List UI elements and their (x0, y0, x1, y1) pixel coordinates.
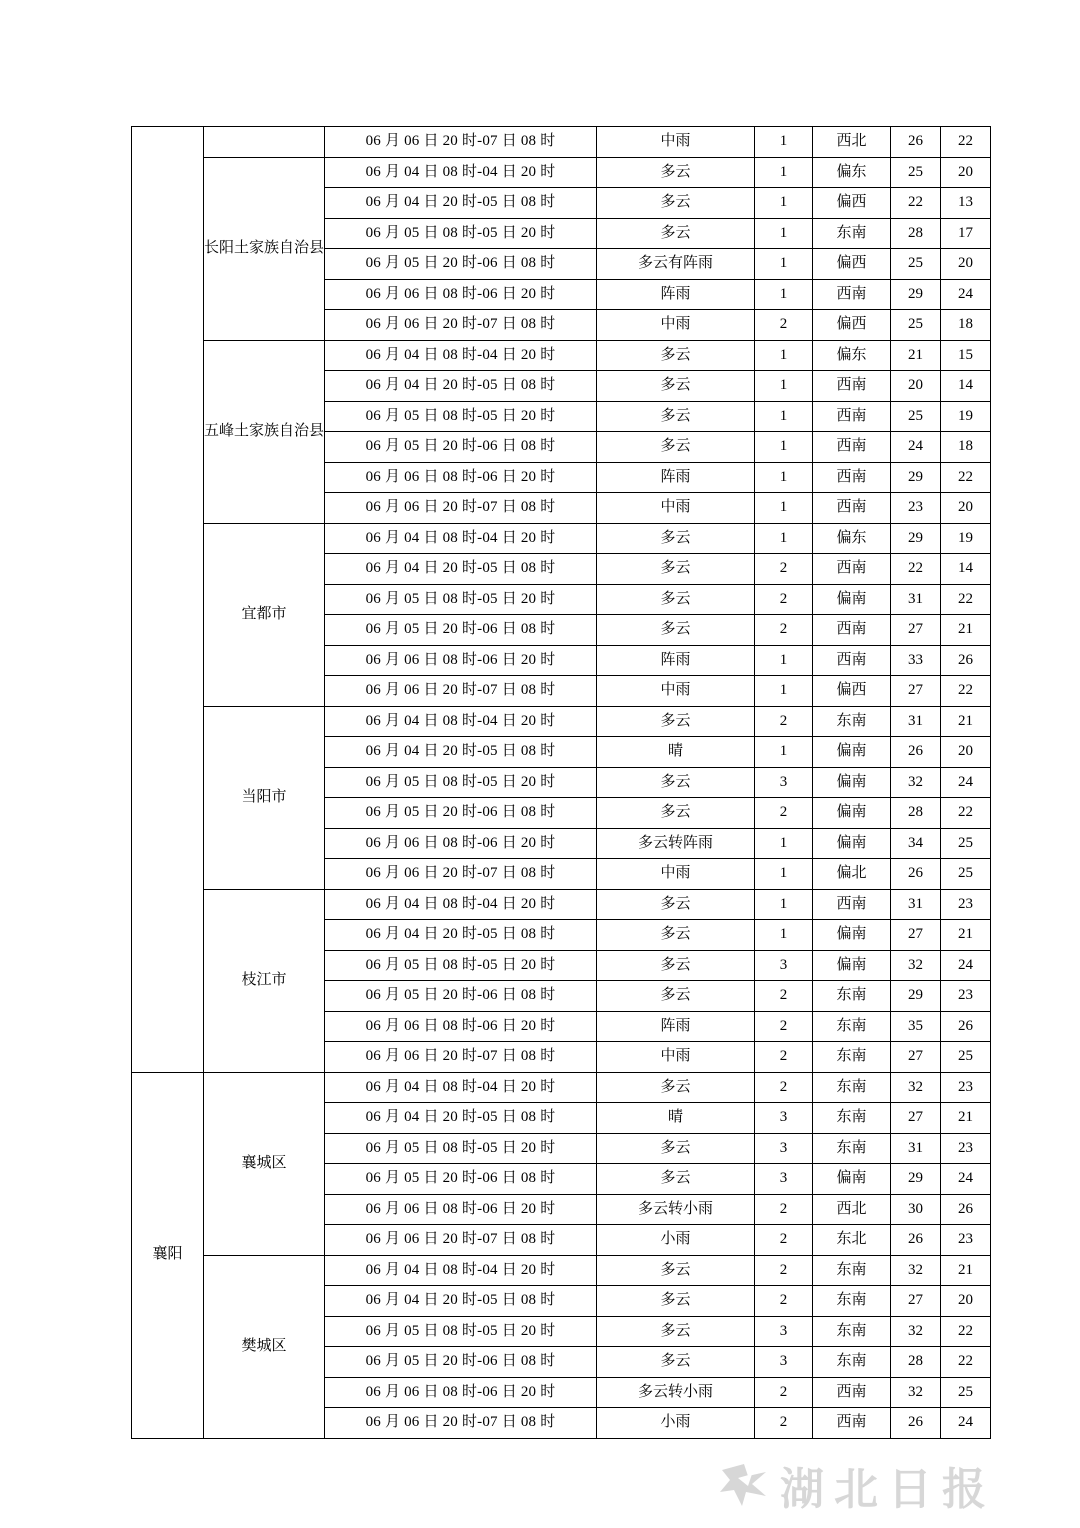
wind-force-cell: 1 (755, 737, 813, 768)
low-temp-cell: 23 (941, 889, 991, 920)
low-temp-cell: 17 (941, 218, 991, 249)
wind-force-cell: 1 (755, 249, 813, 280)
period-cell: 06 月 06 日 08 时-06 日 20 时 (325, 1194, 597, 1225)
wind-force-cell: 1 (755, 401, 813, 432)
wind-force-cell: 2 (755, 1225, 813, 1256)
low-temp-cell: 24 (941, 1408, 991, 1439)
low-temp-cell: 18 (941, 432, 991, 463)
wind-direction-cell: 偏西 (813, 249, 891, 280)
wind-force-cell: 1 (755, 920, 813, 951)
wind-direction-cell: 偏南 (813, 1164, 891, 1195)
wind-direction-cell: 偏北 (813, 859, 891, 890)
period-cell: 06 月 05 日 08 时-05 日 20 时 (325, 950, 597, 981)
county-cell: 五峰土家族自治县 (204, 340, 325, 523)
low-temp-cell: 23 (941, 1072, 991, 1103)
wind-direction-cell: 东南 (813, 1316, 891, 1347)
high-temp-cell: 33 (891, 645, 941, 676)
weather-cell: 多云 (597, 1072, 755, 1103)
wind-direction-cell: 东南 (813, 218, 891, 249)
low-temp-cell: 13 (941, 188, 991, 219)
weather-cell: 多云转小雨 (597, 1377, 755, 1408)
high-temp-cell: 31 (891, 1133, 941, 1164)
wind-direction-cell: 东南 (813, 1133, 891, 1164)
wind-direction-cell: 偏南 (813, 828, 891, 859)
weather-cell: 多云 (597, 950, 755, 981)
weather-cell: 晴 (597, 1103, 755, 1134)
period-cell: 06 月 05 日 08 时-05 日 20 时 (325, 218, 597, 249)
high-temp-cell: 32 (891, 1316, 941, 1347)
table-row (132, 340, 991, 371)
region-cell: 襄阳 (132, 1072, 204, 1438)
high-temp-cell: 26 (891, 737, 941, 768)
high-temp-cell: 31 (891, 889, 941, 920)
weather-cell: 多云 (597, 1347, 755, 1378)
period-cell: 06 月 04 日 20 时-05 日 08 时 (325, 1103, 597, 1134)
weather-cell: 多云 (597, 1164, 755, 1195)
wind-force-cell: 1 (755, 340, 813, 371)
high-temp-cell: 32 (891, 950, 941, 981)
period-cell: 06 月 05 日 20 时-06 日 08 时 (325, 1164, 597, 1195)
county-cell: 枝江市 (204, 889, 325, 1072)
table-row (132, 889, 991, 920)
weather-cell: 多云 (597, 432, 755, 463)
county-cell: 当阳市 (204, 706, 325, 889)
period-cell: 06 月 06 日 08 时-06 日 20 时 (325, 645, 597, 676)
high-temp-cell: 29 (891, 523, 941, 554)
high-temp-cell: 32 (891, 1072, 941, 1103)
high-temp-cell: 35 (891, 1011, 941, 1042)
weather-cell: 阵雨 (597, 1011, 755, 1042)
low-temp-cell: 21 (941, 920, 991, 951)
low-temp-cell: 21 (941, 706, 991, 737)
wind-force-cell: 2 (755, 1194, 813, 1225)
period-cell: 06 月 04 日 08 时-04 日 20 时 (325, 1072, 597, 1103)
high-temp-cell: 30 (891, 1194, 941, 1225)
wind-direction-cell: 西南 (813, 432, 891, 463)
period-cell: 06 月 04 日 20 时-05 日 08 时 (325, 1286, 597, 1317)
wind-force-cell: 1 (755, 127, 813, 158)
period-cell: 06 月 04 日 08 时-04 日 20 时 (325, 157, 597, 188)
wind-force-cell: 2 (755, 1011, 813, 1042)
low-temp-cell: 20 (941, 737, 991, 768)
low-temp-cell: 14 (941, 371, 991, 402)
wind-force-cell: 2 (755, 981, 813, 1012)
period-cell: 06 月 04 日 08 时-04 日 20 时 (325, 523, 597, 554)
wind-force-cell: 2 (755, 706, 813, 737)
watermark (718, 1455, 1058, 1515)
wind-force-cell: 3 (755, 950, 813, 981)
low-temp-cell: 22 (941, 462, 991, 493)
high-temp-cell: 29 (891, 1164, 941, 1195)
period-cell: 06 月 06 日 20 时-07 日 08 时 (325, 127, 597, 158)
low-temp-cell: 22 (941, 1347, 991, 1378)
low-temp-cell: 15 (941, 340, 991, 371)
wind-force-cell: 2 (755, 310, 813, 341)
wind-direction-cell: 东南 (813, 981, 891, 1012)
period-cell: 06 月 06 日 20 时-07 日 08 时 (325, 1042, 597, 1073)
low-temp-cell: 24 (941, 279, 991, 310)
high-temp-cell: 32 (891, 1255, 941, 1286)
weather-cell: 多云转小雨 (597, 1194, 755, 1225)
weather-cell: 多云 (597, 584, 755, 615)
period-cell: 06 月 06 日 20 时-07 日 08 时 (325, 1225, 597, 1256)
high-temp-cell: 25 (891, 157, 941, 188)
weather-cell: 多云有阵雨 (597, 249, 755, 280)
period-cell: 06 月 06 日 08 时-06 日 20 时 (325, 462, 597, 493)
high-temp-cell: 20 (891, 371, 941, 402)
high-temp-cell: 26 (891, 1225, 941, 1256)
wind-force-cell: 2 (755, 1286, 813, 1317)
low-temp-cell: 23 (941, 1133, 991, 1164)
wind-direction-cell: 偏南 (813, 737, 891, 768)
weather-cell: 中雨 (597, 676, 755, 707)
high-temp-cell: 27 (891, 676, 941, 707)
wind-force-cell: 1 (755, 218, 813, 249)
high-temp-cell: 22 (891, 554, 941, 585)
high-temp-cell: 32 (891, 767, 941, 798)
weather-cell: 阵雨 (597, 645, 755, 676)
county-cell: 襄城区 (204, 1072, 325, 1255)
bird-logo-icon (718, 1462, 770, 1508)
low-temp-cell: 25 (941, 1377, 991, 1408)
weather-cell: 中雨 (597, 310, 755, 341)
period-cell: 06 月 05 日 08 时-05 日 20 时 (325, 584, 597, 615)
wind-direction-cell: 西南 (813, 645, 891, 676)
period-cell: 06 月 05 日 08 时-05 日 20 时 (325, 401, 597, 432)
low-temp-cell: 21 (941, 1255, 991, 1286)
wind-force-cell: 1 (755, 462, 813, 493)
low-temp-cell: 20 (941, 157, 991, 188)
period-cell: 06 月 05 日 20 时-06 日 08 时 (325, 981, 597, 1012)
wind-direction-cell: 东南 (813, 1103, 891, 1134)
wind-direction-cell: 东北 (813, 1225, 891, 1256)
high-temp-cell: 29 (891, 462, 941, 493)
low-temp-cell: 26 (941, 1194, 991, 1225)
wind-direction-cell: 西北 (813, 127, 891, 158)
wind-force-cell: 1 (755, 279, 813, 310)
period-cell: 06 月 06 日 08 时-06 日 20 时 (325, 1377, 597, 1408)
high-temp-cell: 24 (891, 432, 941, 463)
wind-force-cell: 1 (755, 889, 813, 920)
weather-cell: 多云 (597, 188, 755, 219)
weather-cell: 小雨 (597, 1225, 755, 1256)
period-cell: 06 月 05 日 20 时-06 日 08 时 (325, 1347, 597, 1378)
wind-direction-cell: 偏东 (813, 523, 891, 554)
weather-cell: 多云 (597, 767, 755, 798)
watermark-text: 湖北日报 (780, 1465, 996, 1514)
wind-force-cell: 1 (755, 371, 813, 402)
wind-direction-cell: 西南 (813, 615, 891, 646)
weather-forecast-table (131, 126, 991, 1439)
low-temp-cell: 21 (941, 1103, 991, 1134)
wind-force-cell: 1 (755, 523, 813, 554)
high-temp-cell: 25 (891, 249, 941, 280)
period-cell: 06 月 06 日 08 时-06 日 20 时 (325, 828, 597, 859)
high-temp-cell: 21 (891, 340, 941, 371)
wind-force-cell: 2 (755, 1408, 813, 1439)
table-row (132, 1255, 991, 1286)
low-temp-cell: 24 (941, 950, 991, 981)
high-temp-cell: 29 (891, 279, 941, 310)
period-cell: 06 月 06 日 08 时-06 日 20 时 (325, 279, 597, 310)
period-cell: 06 月 06 日 20 时-07 日 08 时 (325, 676, 597, 707)
wind-force-cell: 2 (755, 615, 813, 646)
low-temp-cell: 25 (941, 859, 991, 890)
table-row (132, 523, 991, 554)
period-cell: 06 月 04 日 20 时-05 日 08 时 (325, 737, 597, 768)
wind-direction-cell: 西南 (813, 279, 891, 310)
high-temp-cell: 27 (891, 920, 941, 951)
period-cell: 06 月 05 日 20 时-06 日 08 时 (325, 615, 597, 646)
wind-force-cell: 3 (755, 767, 813, 798)
weather-cell: 中雨 (597, 493, 755, 524)
period-cell: 06 月 06 日 20 时-07 日 08 时 (325, 493, 597, 524)
weather-cell: 小雨 (597, 1408, 755, 1439)
wind-direction-cell: 偏南 (813, 920, 891, 951)
wind-direction-cell: 偏南 (813, 950, 891, 981)
high-temp-cell: 22 (891, 188, 941, 219)
high-temp-cell: 25 (891, 310, 941, 341)
low-temp-cell: 19 (941, 401, 991, 432)
low-temp-cell: 22 (941, 584, 991, 615)
county-cell: 长阳土家族自治县 (204, 157, 325, 340)
table-row (132, 1072, 991, 1103)
high-temp-cell: 25 (891, 401, 941, 432)
high-temp-cell: 26 (891, 859, 941, 890)
wind-direction-cell: 西南 (813, 401, 891, 432)
wind-direction-cell: 东南 (813, 1072, 891, 1103)
high-temp-cell: 27 (891, 1286, 941, 1317)
county-cell (204, 127, 325, 158)
weather-cell: 多云 (597, 554, 755, 585)
low-temp-cell: 19 (941, 523, 991, 554)
wind-direction-cell: 西南 (813, 462, 891, 493)
wind-force-cell: 3 (755, 1164, 813, 1195)
high-temp-cell: 29 (891, 981, 941, 1012)
high-temp-cell: 28 (891, 798, 941, 829)
high-temp-cell: 31 (891, 706, 941, 737)
low-temp-cell: 25 (941, 1042, 991, 1073)
low-temp-cell: 22 (941, 676, 991, 707)
high-temp-cell: 26 (891, 1408, 941, 1439)
weather-cell: 多云 (597, 981, 755, 1012)
wind-force-cell: 3 (755, 1133, 813, 1164)
period-cell: 06 月 06 日 20 时-07 日 08 时 (325, 310, 597, 341)
wind-direction-cell: 西南 (813, 554, 891, 585)
wind-direction-cell: 东南 (813, 1286, 891, 1317)
low-temp-cell: 22 (941, 1316, 991, 1347)
wind-direction-cell: 西南 (813, 1408, 891, 1439)
wind-direction-cell: 偏南 (813, 767, 891, 798)
weather-cell: 多云 (597, 889, 755, 920)
wind-direction-cell: 西北 (813, 1194, 891, 1225)
wind-force-cell: 2 (755, 554, 813, 585)
weather-cell: 多云转阵雨 (597, 828, 755, 859)
wind-force-cell: 1 (755, 859, 813, 890)
low-temp-cell: 22 (941, 798, 991, 829)
period-cell: 06 月 05 日 20 时-06 日 08 时 (325, 432, 597, 463)
low-temp-cell: 25 (941, 828, 991, 859)
table-row (132, 127, 991, 158)
low-temp-cell: 18 (941, 310, 991, 341)
wind-direction-cell: 东南 (813, 1347, 891, 1378)
high-temp-cell: 23 (891, 493, 941, 524)
county-cell: 樊城区 (204, 1255, 325, 1438)
wind-force-cell: 3 (755, 1347, 813, 1378)
weather-cell: 多云 (597, 798, 755, 829)
period-cell: 06 月 05 日 08 时-05 日 20 时 (325, 1133, 597, 1164)
wind-direction-cell: 偏西 (813, 676, 891, 707)
weather-cell: 晴 (597, 737, 755, 768)
period-cell: 06 月 04 日 08 时-04 日 20 时 (325, 706, 597, 737)
wind-force-cell: 1 (755, 828, 813, 859)
high-temp-cell: 27 (891, 615, 941, 646)
period-cell: 06 月 06 日 20 时-07 日 08 时 (325, 859, 597, 890)
high-temp-cell: 27 (891, 1042, 941, 1073)
high-temp-cell: 28 (891, 1347, 941, 1378)
low-temp-cell: 20 (941, 493, 991, 524)
weather-cell: 中雨 (597, 127, 755, 158)
period-cell: 06 月 04 日 08 时-04 日 20 时 (325, 889, 597, 920)
wind-force-cell: 2 (755, 798, 813, 829)
weather-cell: 中雨 (597, 859, 755, 890)
period-cell: 06 月 05 日 20 时-06 日 08 时 (325, 798, 597, 829)
weather-cell: 多云 (597, 1286, 755, 1317)
low-temp-cell: 20 (941, 249, 991, 280)
county-cell: 宜都市 (204, 523, 325, 706)
wind-direction-cell: 东南 (813, 1011, 891, 1042)
weather-cell: 多云 (597, 218, 755, 249)
wind-direction-cell: 东南 (813, 1042, 891, 1073)
period-cell: 06 月 04 日 20 时-05 日 08 时 (325, 371, 597, 402)
low-temp-cell: 26 (941, 645, 991, 676)
wind-direction-cell: 偏东 (813, 340, 891, 371)
wind-force-cell: 2 (755, 1377, 813, 1408)
period-cell: 06 月 04 日 08 时-04 日 20 时 (325, 340, 597, 371)
wind-force-cell: 1 (755, 432, 813, 463)
high-temp-cell: 27 (891, 1103, 941, 1134)
low-temp-cell: 24 (941, 767, 991, 798)
weather-cell: 多云 (597, 1255, 755, 1286)
period-cell: 06 月 04 日 08 时-04 日 20 时 (325, 1255, 597, 1286)
weather-cell: 阵雨 (597, 462, 755, 493)
weather-cell: 多云 (597, 1316, 755, 1347)
weather-cell: 阵雨 (597, 279, 755, 310)
wind-force-cell: 2 (755, 1255, 813, 1286)
high-temp-cell: 32 (891, 1377, 941, 1408)
table-body (132, 127, 991, 1439)
low-temp-cell: 21 (941, 615, 991, 646)
wind-force-cell: 2 (755, 1042, 813, 1073)
period-cell: 06 月 05 日 08 时-05 日 20 时 (325, 1316, 597, 1347)
wind-force-cell: 3 (755, 1103, 813, 1134)
wind-direction-cell: 东南 (813, 706, 891, 737)
region-cell (132, 127, 204, 1073)
table-row (132, 157, 991, 188)
high-temp-cell: 31 (891, 584, 941, 615)
wind-direction-cell: 东南 (813, 1255, 891, 1286)
wind-direction-cell: 偏南 (813, 798, 891, 829)
weather-cell: 多云 (597, 340, 755, 371)
wind-force-cell: 1 (755, 157, 813, 188)
period-cell: 06 月 04 日 20 时-05 日 08 时 (325, 554, 597, 585)
weather-cell: 多云 (597, 920, 755, 951)
wind-direction-cell: 偏南 (813, 584, 891, 615)
wind-direction-cell: 西南 (813, 371, 891, 402)
weather-cell: 中雨 (597, 1042, 755, 1073)
wind-force-cell: 1 (755, 676, 813, 707)
wind-direction-cell: 偏西 (813, 310, 891, 341)
low-temp-cell: 26 (941, 1011, 991, 1042)
high-temp-cell: 34 (891, 828, 941, 859)
wind-force-cell: 2 (755, 1072, 813, 1103)
weather-cell: 多云 (597, 371, 755, 402)
wind-direction-cell: 西南 (813, 493, 891, 524)
period-cell: 06 月 04 日 20 时-05 日 08 时 (325, 188, 597, 219)
weather-cell: 多云 (597, 706, 755, 737)
low-temp-cell: 14 (941, 554, 991, 585)
weather-cell: 多云 (597, 615, 755, 646)
period-cell: 06 月 05 日 20 时-06 日 08 时 (325, 249, 597, 280)
wind-direction-cell: 偏东 (813, 157, 891, 188)
wind-direction-cell: 西南 (813, 889, 891, 920)
weather-cell: 多云 (597, 401, 755, 432)
wind-force-cell: 1 (755, 188, 813, 219)
low-temp-cell: 20 (941, 1286, 991, 1317)
period-cell: 06 月 05 日 08 时-05 日 20 时 (325, 767, 597, 798)
wind-force-cell: 2 (755, 584, 813, 615)
low-temp-cell: 24 (941, 1164, 991, 1195)
weather-cell: 多云 (597, 1133, 755, 1164)
weather-cell: 多云 (597, 523, 755, 554)
high-temp-cell: 26 (891, 127, 941, 158)
low-temp-cell: 22 (941, 127, 991, 158)
period-cell: 06 月 04 日 20 时-05 日 08 时 (325, 920, 597, 951)
period-cell: 06 月 06 日 08 时-06 日 20 时 (325, 1011, 597, 1042)
high-temp-cell: 28 (891, 218, 941, 249)
period-cell: 06 月 06 日 20 时-07 日 08 时 (325, 1408, 597, 1439)
table-row (132, 706, 991, 737)
low-temp-cell: 23 (941, 1225, 991, 1256)
weather-cell: 多云 (597, 157, 755, 188)
wind-direction-cell: 偏西 (813, 188, 891, 219)
wind-force-cell: 1 (755, 645, 813, 676)
wind-direction-cell: 西南 (813, 1377, 891, 1408)
wind-force-cell: 3 (755, 1316, 813, 1347)
wind-force-cell: 1 (755, 493, 813, 524)
low-temp-cell: 23 (941, 981, 991, 1012)
